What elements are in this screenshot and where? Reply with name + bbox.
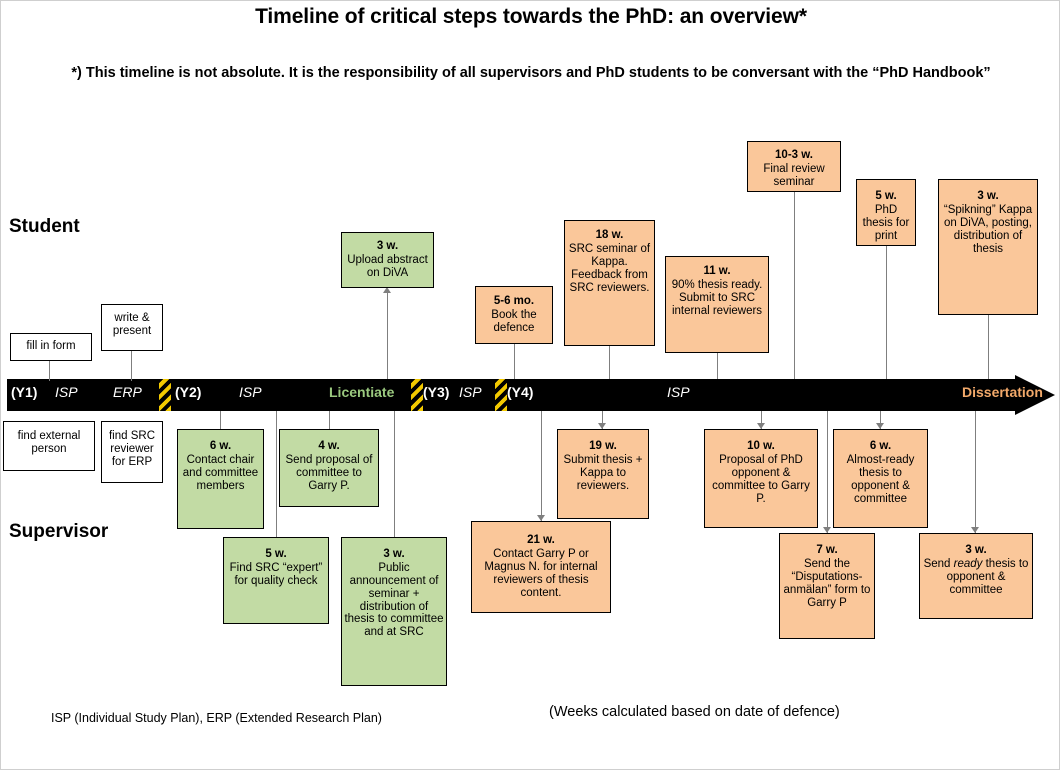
timeline-marker-isp1: ISP (55, 384, 78, 400)
box-send-ready-thesis[interactable] (919, 533, 1033, 619)
connector-write-present (131, 351, 132, 381)
box-proposal-opponent[interactable] (704, 429, 818, 528)
connector-find-src-expert (276, 411, 277, 537)
box-book-defence[interactable] (475, 286, 553, 344)
timeline-marker-erp: ERP (113, 384, 142, 400)
box-almost-ready-head: 6 w. (869, 440, 892, 452)
box-find-src-expert-body: Find SRC “expert” for quality check (229, 561, 323, 587)
box-spikning-body: “Spikning” Kappa on DiVA, posting, distribution of thesis (943, 203, 1033, 255)
box-final-review[interactable] (747, 141, 841, 192)
box-send-proposal[interactable] (279, 429, 379, 507)
connector-fill-in-form (49, 361, 50, 381)
box-src-seminar[interactable] (564, 220, 655, 346)
connector-src-seminar (609, 346, 610, 379)
connector-send-ready (975, 411, 976, 533)
box-submit-thesis-body: Submit thesis + Kappa to reviewers. (563, 453, 643, 492)
box-find-src-reviewer[interactable] (101, 421, 163, 483)
timeline-marker-dissertation: Dissertation (962, 384, 1043, 400)
box-submit-thesis[interactable] (557, 429, 649, 519)
box-public-announcement-body: Public announcement of seminar + distribution of thesis to committee and at SRC (344, 561, 444, 639)
footnote-weeks: (Weeks calculated based on date of defence) (549, 704, 840, 720)
connector-spikning (988, 315, 989, 379)
timeline-marker-y1: (Y1) (11, 384, 38, 400)
hazard-marker-3 (495, 379, 507, 411)
connector-contact-garry (541, 411, 542, 521)
timeline-marker-y3: (Y3) (423, 384, 450, 400)
box-src-seminar-head: 18 w. (595, 229, 624, 241)
box-contact-chair-body: Contact chair and committee members (182, 453, 259, 492)
box-book-defence-body: Book the defence (491, 308, 537, 334)
box-send-ready-thesis-body: Send ready thesis to opponent & committee (923, 557, 1029, 596)
connector-contact-chair (220, 411, 221, 429)
timeline-marker-y2: (Y2) (175, 384, 202, 400)
connector-disputations (827, 411, 828, 533)
connector-book-defence (514, 344, 515, 379)
box-find-external-person[interactable] (3, 421, 95, 471)
connector-final-review (794, 192, 795, 379)
box-find-src-expert-head: 5 w. (265, 548, 287, 560)
row-label-supervisor: Supervisor (9, 521, 109, 542)
box-almost-ready-body: Almost-ready thesis to opponent & committee (846, 453, 915, 505)
box-find-external-person-body: find external person (17, 430, 81, 455)
box-final-review-body: Final review seminar (763, 162, 825, 188)
box-proposal-opponent-body: Proposal of PhD opponent & committee to Garry P. (712, 453, 810, 505)
box-final-review-head: 10-3 w. (775, 149, 813, 161)
box-disputations-form-body: Send the “Disputations-anmälan” form to Garry P (783, 557, 871, 609)
box-contact-garry-body: Contact Garry P or Magnus N. for internal reviewers of thesis content. (484, 547, 598, 599)
connector-send-proposal (329, 411, 330, 429)
timeline-bar (7, 379, 1055, 411)
box-src-seminar-body: SRC seminar of Kappa. Feedback from SRC reviewers. (568, 242, 651, 294)
box-spikning-head: 3 w. (977, 190, 999, 202)
box-find-src-expert[interactable] (223, 537, 329, 624)
timeline-marker-isp4: ISP (667, 384, 690, 400)
box-upload-abstract-head: 3 w. (376, 240, 399, 252)
box-phd-print[interactable] (856, 179, 916, 246)
box-fill-in-form-body: fill in form (26, 340, 76, 352)
timeline-marker-licentiate: Licentiate (329, 384, 395, 400)
timeline-marker-isp2: ISP (239, 384, 262, 400)
box-proposal-opponent-head: 10 w. (747, 440, 775, 452)
timeline-marker-y4: (Y4) (507, 384, 534, 400)
box-disputations-form-head: 7 w. (816, 544, 838, 556)
box-spikning[interactable] (938, 179, 1038, 315)
hazard-marker-2 (411, 379, 423, 411)
box-send-proposal-body: Send proposal of committee to Garry P. (285, 453, 373, 492)
box-submit-thesis-head: 19 w. (589, 440, 617, 452)
timeline-marker-isp3: ISP (459, 384, 482, 400)
box-book-defence-head: 5-6 mo. (493, 295, 535, 307)
box-contact-garry-head: 21 w. (527, 534, 555, 546)
box-upload-abstract[interactable] (341, 232, 434, 288)
box-almost-ready[interactable] (833, 429, 928, 528)
connector-thesis-90 (717, 353, 718, 379)
box-send-proposal-head: 4 w. (318, 440, 340, 452)
connector-public-announcement (394, 411, 395, 537)
box-contact-garry[interactable] (471, 521, 611, 613)
hazard-marker-1 (159, 379, 171, 411)
box-contact-chair-head: 6 w. (209, 440, 232, 452)
box-contact-chair[interactable] (177, 429, 264, 529)
footnote-abbreviations: ISP (Individual Study Plan), ERP (Extended Research Plan) (51, 711, 382, 725)
box-find-src-reviewer-body: find SRC reviewer for ERP (108, 430, 156, 468)
box-public-announcement[interactable] (341, 537, 447, 686)
box-disputations-form[interactable] (779, 533, 875, 639)
connector-upload-abstract (387, 293, 388, 379)
page-subtitle: *) This timeline is not absolute. It is the responsibility of all supervisors and PhD students to be conversant with the “PhD Handbook” (71, 65, 991, 81)
box-send-ready-thesis-head: 3 w. (965, 544, 987, 556)
box-thesis-90[interactable] (665, 256, 769, 353)
box-thesis-90-head: 11 w. (703, 265, 731, 277)
box-fill-in-form[interactable] (10, 333, 92, 361)
box-thesis-90-body: 90% thesis ready. Submit to SRC internal reviewers (671, 278, 763, 317)
row-label-student: Student (9, 216, 80, 237)
box-write-present[interactable] (101, 304, 163, 351)
box-send-ready-emphasis: ready (953, 557, 983, 570)
page-title: Timeline of critical steps towards the PhD: an overview* (255, 5, 807, 28)
connector-phd-print (886, 246, 887, 379)
box-phd-print-body: PhD thesis for print (862, 203, 910, 242)
box-upload-abstract-body: Upload abstract on DiVA (347, 253, 428, 279)
box-phd-print-head: 5 w. (875, 190, 897, 202)
box-write-present-body: write & present (112, 312, 152, 337)
box-public-announcement-head: 3 w. (383, 548, 405, 560)
